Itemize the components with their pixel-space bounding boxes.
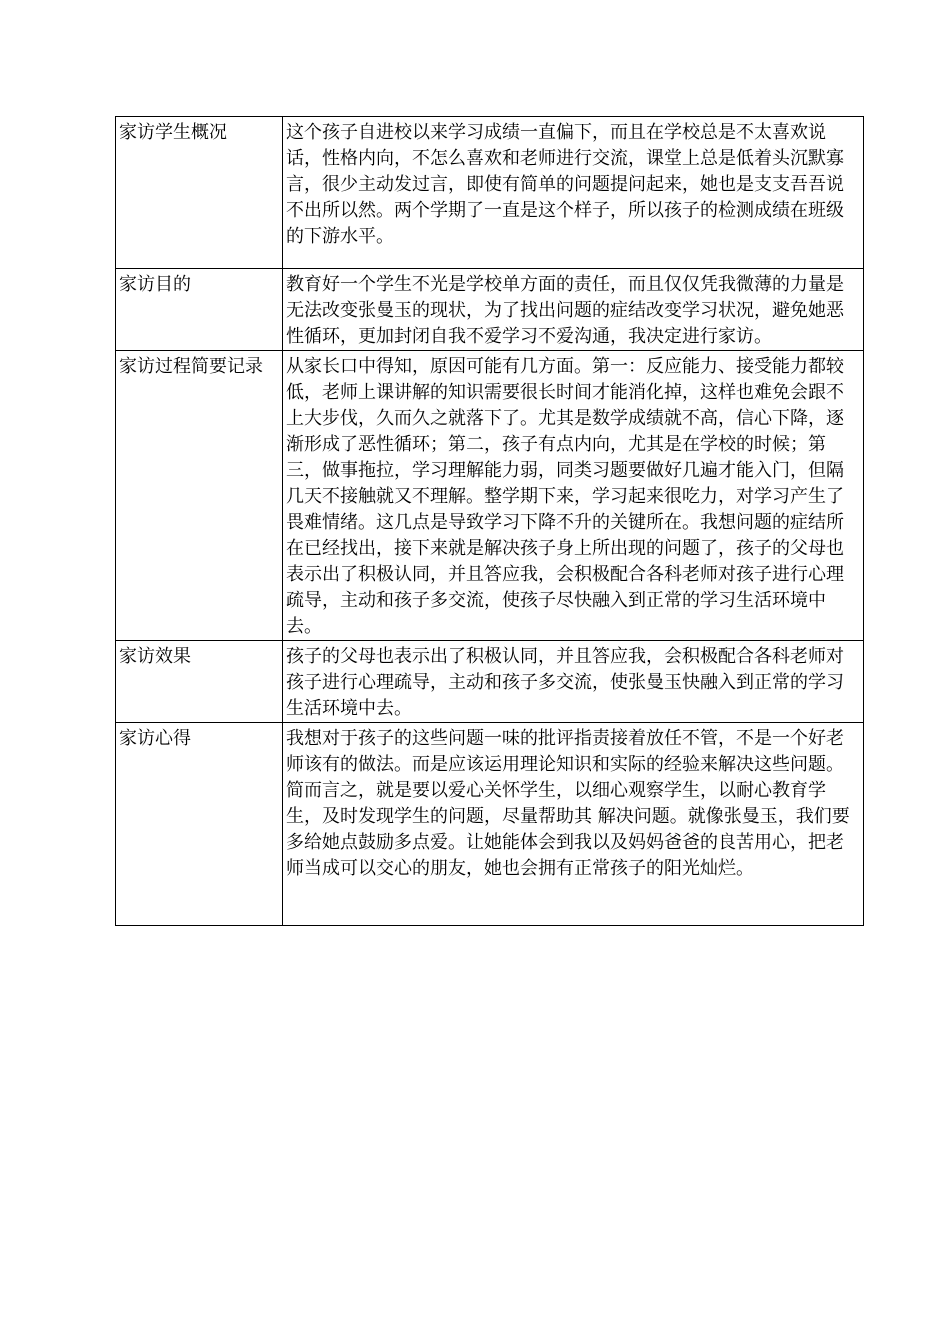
- table-row-visit-purpose: [116, 269, 864, 351]
- table-row-visit-reflection: [116, 723, 864, 926]
- row-content: 孩子的父母也表示出了积极认同，并且答应我，会积极配合各科老师对孩子进行心理疏导，主动和孩子多交流，使张曼玉快融入到正常的学习生活环境中去。: [283, 641, 864, 723]
- table-row-student-overview: [116, 117, 864, 269]
- home-visit-record-table: [115, 116, 864, 926]
- row-label: 家访学生概况: [116, 117, 283, 269]
- row-content: 从家长口中得知，原因可能有几方面。第一：反应能力、接受能力都较低，老师上课讲解的知识需要很长时间才能消化掉，这样也难免会跟不上大步伐，久而久之就落下了。尤其是数学成绩就不高，信心下降，逐渐形成了恶性循环；第二，孩子有点内向，尤其是在学校的时候；第三，做事拖拉，学习理解能力弱，同类习题要做好几遍才能入门，但隔几天不接触就又不理解。整学期下来，学习起来很吃力，对学习产生了畏难情绪。这几点是导致学习下降不升的关键所在。我想问题的症结所在已经找出，接下来就是解决孩子身上所出现的问题了，孩子的父母也表示出了积极认同，并且答应我，会积极配合各科老师对孩子进行心理疏导，主动和孩子多交流，使孩子尽快融入到正常的学习生活环境中去。: [283, 351, 864, 641]
- row-label: 家访心得: [116, 723, 283, 926]
- table-row-visit-effect: [116, 641, 864, 723]
- row-label: 家访目的: [116, 269, 283, 351]
- row-content: 这个孩子自进校以来学习成绩一直偏下，而且在学校总是不太喜欢说话，性格内向，不怎么喜欢和老师进行交流，课堂上总是低着头沉默寡言，很少主动发过言，即使有简单的问题提问起来，她也是支支吾吾说不出所以然。两个学期了一直是这个样子，所以孩子的检测成绩在班级的下游水平。: [283, 117, 864, 269]
- row-content: 教育好一个学生不光是学校单方面的责任，而且仅仅凭我微薄的力量是无法改变张曼玉的现状，为了找出问题的症结改变学习状况，避免她恶性循环，更加封闭自我不爱学习不爱沟通，我决定进行家访。: [283, 269, 864, 351]
- table-row-visit-process: [116, 351, 864, 641]
- row-content: 我想对于孩子的这些问题一味的批评指责接着放任不管，不是一个好老师该有的做法。而是应该运用理论知识和实际的经验来解决这些问题。简而言之，就是要以爱心关怀学生，以细心观察学生，以耐心教育学生，及时发现学生的问题，尽量帮助其 解决问题。就像张曼玉，我们要多给她点鼓励多点爱。让她能体会到我以及妈妈爸爸的良苦用心，把老师当成可以交心的朋友，她也会拥有正常孩子的阳光灿烂。: [283, 723, 864, 926]
- row-label: 家访过程简要记录: [116, 351, 283, 641]
- row-label: 家访效果: [116, 641, 283, 723]
